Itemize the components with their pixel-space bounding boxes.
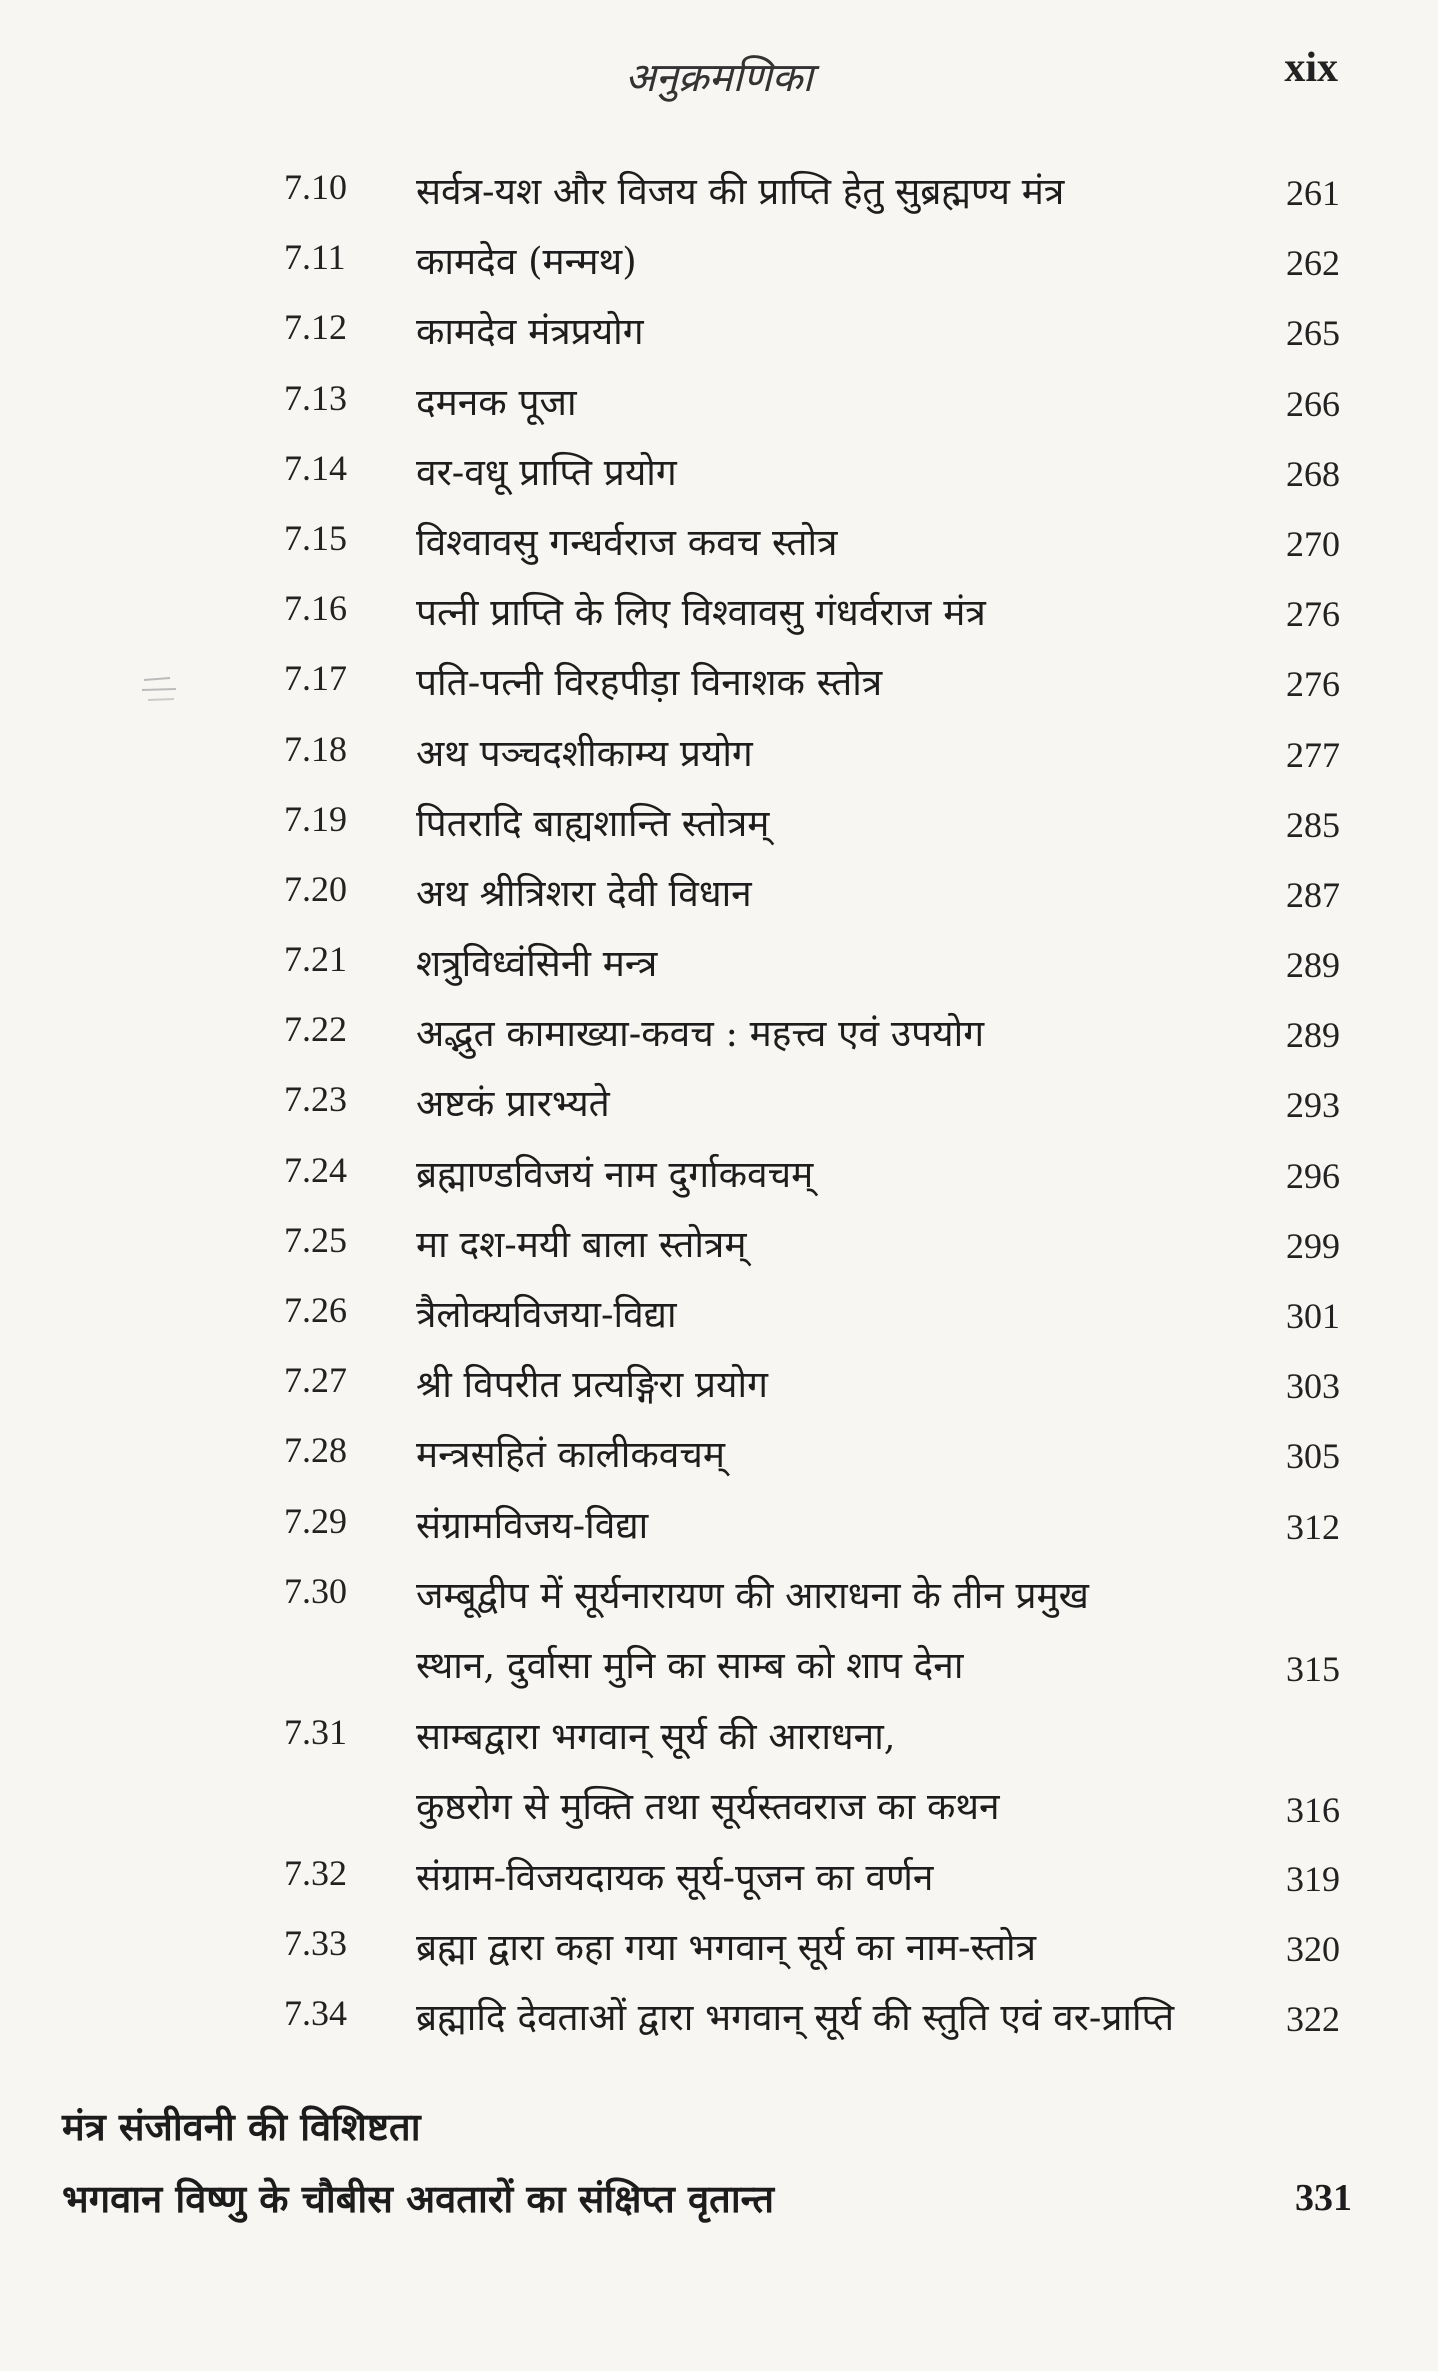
toc-entry-page: 266 bbox=[1286, 383, 1340, 424]
toc-entry-number: 7.22 bbox=[284, 1009, 347, 1050]
toc-entry-page: 293 bbox=[1286, 1085, 1340, 1126]
toc-entry[interactable] bbox=[0, 1000, 1438, 1070]
toc-entry[interactable] bbox=[0, 509, 1438, 579]
toc-entry-number: 7.23 bbox=[284, 1079, 347, 1120]
toc-entry-title: वर-वधू प्राप्ति प्रयोग bbox=[416, 450, 677, 494]
toc-entry-title: मन्त्रसहितं कालीकवचम् bbox=[416, 1433, 725, 1477]
toc-entry-page: 270 bbox=[1286, 523, 1340, 564]
toc-entry-title: मा दश-मयी बाला स्तोत्रम् bbox=[416, 1222, 747, 1266]
toc-entry-number: 7.24 bbox=[284, 1149, 347, 1190]
toc-entry-page: 265 bbox=[1286, 313, 1340, 354]
toc-entry-title: अद्भुत कामाख्या-कवच : महत्त्व एवं उपयोग bbox=[416, 1012, 985, 1056]
toc-entry-number: 7.11 bbox=[284, 237, 346, 278]
toc-entry-number: 7.19 bbox=[284, 798, 347, 839]
toc-entry-title: श्री विपरीत प्रत्यङ्गिरा प्रयोग bbox=[416, 1363, 768, 1407]
toc-entry-title: ब्रह्मादि देवताओं द्वारा भगवान् सूर्य की स्तुति एवं वर-प्राप्ति bbox=[416, 1996, 1175, 2040]
toc-entry[interactable] bbox=[0, 649, 1438, 719]
toc-entry[interactable] bbox=[0, 1141, 1438, 1211]
running-header-title: अनुक्रमणिका bbox=[625, 55, 813, 101]
toc-entry-number: 7.34 bbox=[284, 1993, 347, 2034]
toc-entry-page: 285 bbox=[1286, 804, 1340, 845]
toc-entry-title: दमनक पूजा bbox=[416, 380, 577, 424]
toc-entry-page: 262 bbox=[1286, 243, 1340, 284]
toc-entry-page: 320 bbox=[1286, 1928, 1340, 1969]
toc-appendix-entry[interactable] bbox=[62, 2172, 1352, 2244]
toc-entry-page: 303 bbox=[1286, 1366, 1340, 1407]
toc-entry[interactable] bbox=[0, 790, 1438, 860]
toc-entry-number: 7.13 bbox=[284, 377, 347, 418]
toc-entry-number: 7.30 bbox=[284, 1570, 347, 1611]
toc-entry[interactable] bbox=[0, 298, 1438, 368]
toc-entry[interactable] bbox=[0, 860, 1438, 930]
toc-entry-page: 322 bbox=[1286, 1999, 1340, 2040]
toc-entry-page: 299 bbox=[1286, 1225, 1340, 1266]
toc-entry-number: 7.27 bbox=[284, 1360, 347, 1401]
toc-entry-number: 7.16 bbox=[284, 588, 347, 629]
toc-entry-page: 296 bbox=[1286, 1155, 1340, 1196]
toc-entry-page: 315 bbox=[1286, 1648, 1340, 1689]
toc-entry-title: जम्बूद्वीप में सूर्यनारायण की आराधना के तीन प्रमुख bbox=[416, 1573, 1089, 1617]
toc-entry[interactable] bbox=[0, 369, 1438, 439]
toc-entry-page: 261 bbox=[1286, 173, 1340, 213]
toc-entry-page: 289 bbox=[1286, 1015, 1340, 1056]
toc-entry-title: कामदेव (मन्मथ) bbox=[416, 240, 637, 284]
toc-entry-page: 289 bbox=[1286, 945, 1340, 986]
toc-entry-number: 7.20 bbox=[284, 868, 347, 909]
toc-entry-title: पितरादि बाह्यशान्ति स्तोत्रम् bbox=[416, 801, 770, 845]
toc-entry-title: अथ श्रीत्रिशरा देवी विधान bbox=[416, 871, 752, 915]
toc-entry-number: 7.33 bbox=[284, 1922, 347, 1963]
toc-appendix-page: 331 bbox=[1295, 2177, 1352, 2219]
toc-entry-title: अथ पञ्चदशीकाम्य प्रयोग bbox=[416, 731, 753, 775]
toc-entry-title: शत्रुविध्वंसिनी मन्त्र bbox=[416, 942, 658, 986]
toc-entry[interactable] bbox=[0, 1281, 1438, 1351]
toc-entry-number: 7.18 bbox=[284, 728, 347, 769]
toc-entry-number: 7.10 bbox=[284, 167, 347, 207]
toc-appendix-section bbox=[62, 2100, 1352, 2244]
toc-entry[interactable] bbox=[0, 1351, 1438, 1421]
toc-entry-title: संग्राम-विजयदायक सूर्य-पूजन का वर्णन bbox=[416, 1855, 934, 1899]
toc-entry-page: 276 bbox=[1286, 594, 1340, 635]
toc-entry[interactable] bbox=[0, 1844, 1438, 1914]
toc-entry[interactable] bbox=[0, 158, 1438, 228]
table-of-contents bbox=[0, 158, 1438, 2054]
toc-entry-title: सर्वत्र-यश और विजय की प्राप्ति हेतु सुब्रह्मण्य मंत्र bbox=[416, 170, 1065, 213]
toc-entry[interactable] bbox=[0, 1492, 1438, 1562]
toc-entry-page: 277 bbox=[1286, 734, 1340, 775]
toc-entry-page: 276 bbox=[1286, 664, 1340, 705]
toc-entry-number: 7.12 bbox=[284, 307, 347, 348]
toc-entry-title: त्रैलोक्यविजया-विद्या bbox=[416, 1293, 677, 1336]
toc-entry-page: 319 bbox=[1286, 1858, 1340, 1899]
toc-entry[interactable] bbox=[0, 1211, 1438, 1281]
toc-entry-number: 7.15 bbox=[284, 517, 347, 558]
toc-entry[interactable] bbox=[0, 579, 1438, 649]
toc-entry[interactable] bbox=[0, 1984, 1438, 2054]
toc-entry-title: ब्रह्माण्डविजयं नाम दुर्गाकवचम् bbox=[416, 1152, 814, 1196]
toc-entry-number: 7.21 bbox=[284, 939, 347, 980]
toc-entry-page: 301 bbox=[1286, 1296, 1340, 1336]
toc-entry-title: अष्टकं प्रारभ्यते bbox=[416, 1082, 610, 1126]
toc-entry[interactable] bbox=[0, 1914, 1438, 1984]
toc-entry-title: साम्बद्वारा भगवान् सूर्य की आराधना, bbox=[416, 1714, 896, 1758]
toc-entry[interactable] bbox=[0, 228, 1438, 298]
toc-entry-number: 7.17 bbox=[284, 658, 347, 699]
toc-entry-number: 7.29 bbox=[284, 1500, 347, 1541]
toc-entry-title: पत्नी प्राप्ति के लिए विश्वावसु गंधर्वराज मंत्र bbox=[416, 591, 986, 635]
toc-entry-title-continued: कुष्ठरोग से मुक्ति तथा सूर्यस्तवराज का कथन bbox=[416, 1784, 1000, 1828]
toc-entry-number: 7.31 bbox=[284, 1711, 347, 1752]
toc-entry-page: 287 bbox=[1286, 874, 1340, 915]
toc-entry[interactable] bbox=[0, 439, 1438, 509]
toc-entry-number: 7.26 bbox=[284, 1290, 347, 1330]
toc-entry[interactable] bbox=[0, 1070, 1438, 1140]
page-number-label: xix bbox=[1284, 45, 1338, 91]
toc-entry[interactable] bbox=[0, 1703, 1438, 1844]
toc-entry-title: संग्रामविजय-विद्या bbox=[416, 1503, 649, 1547]
toc-entry[interactable] bbox=[0, 1421, 1438, 1491]
toc-entry-title: कामदेव मंत्रप्रयोग bbox=[416, 310, 644, 354]
toc-entry-number: 7.25 bbox=[284, 1219, 347, 1260]
toc-appendix-entry[interactable] bbox=[62, 2100, 1352, 2172]
toc-entry-page: 312 bbox=[1286, 1506, 1340, 1547]
toc-appendix-title: मंत्र संजीवनी की विशिष्टता bbox=[62, 2104, 421, 2149]
toc-entry-number: 7.28 bbox=[284, 1430, 347, 1471]
toc-entry[interactable] bbox=[0, 930, 1438, 1000]
toc-entry[interactable] bbox=[0, 720, 1438, 790]
toc-entry-number: 7.32 bbox=[284, 1852, 347, 1893]
toc-entry-page: 268 bbox=[1286, 453, 1340, 494]
toc-entry[interactable] bbox=[0, 1562, 1438, 1703]
toc-entry-title-continued: स्थान, दुर्वासा मुनि का साम्ब को शाप देना bbox=[416, 1643, 964, 1687]
toc-appendix-title: भगवान विष्णु के चौबीस अवतारों का संक्षिप्त वृतान्त bbox=[62, 2176, 775, 2221]
toc-entry-page: 316 bbox=[1286, 1789, 1340, 1830]
toc-entry-number: 7.14 bbox=[284, 447, 347, 488]
toc-entry-page: 305 bbox=[1286, 1436, 1340, 1477]
toc-entry-title: पति-पत्नी विरहपीड़ा विनाशक स्तोत्र bbox=[416, 661, 883, 705]
toc-entry-title: विश्वावसु गन्धर्वराज कवच स्तोत्र bbox=[416, 520, 838, 564]
toc-entry-title: ब्रह्मा द्वारा कहा गया भगवान् सूर्य का नाम-स्तोत्र bbox=[416, 1925, 1037, 1969]
